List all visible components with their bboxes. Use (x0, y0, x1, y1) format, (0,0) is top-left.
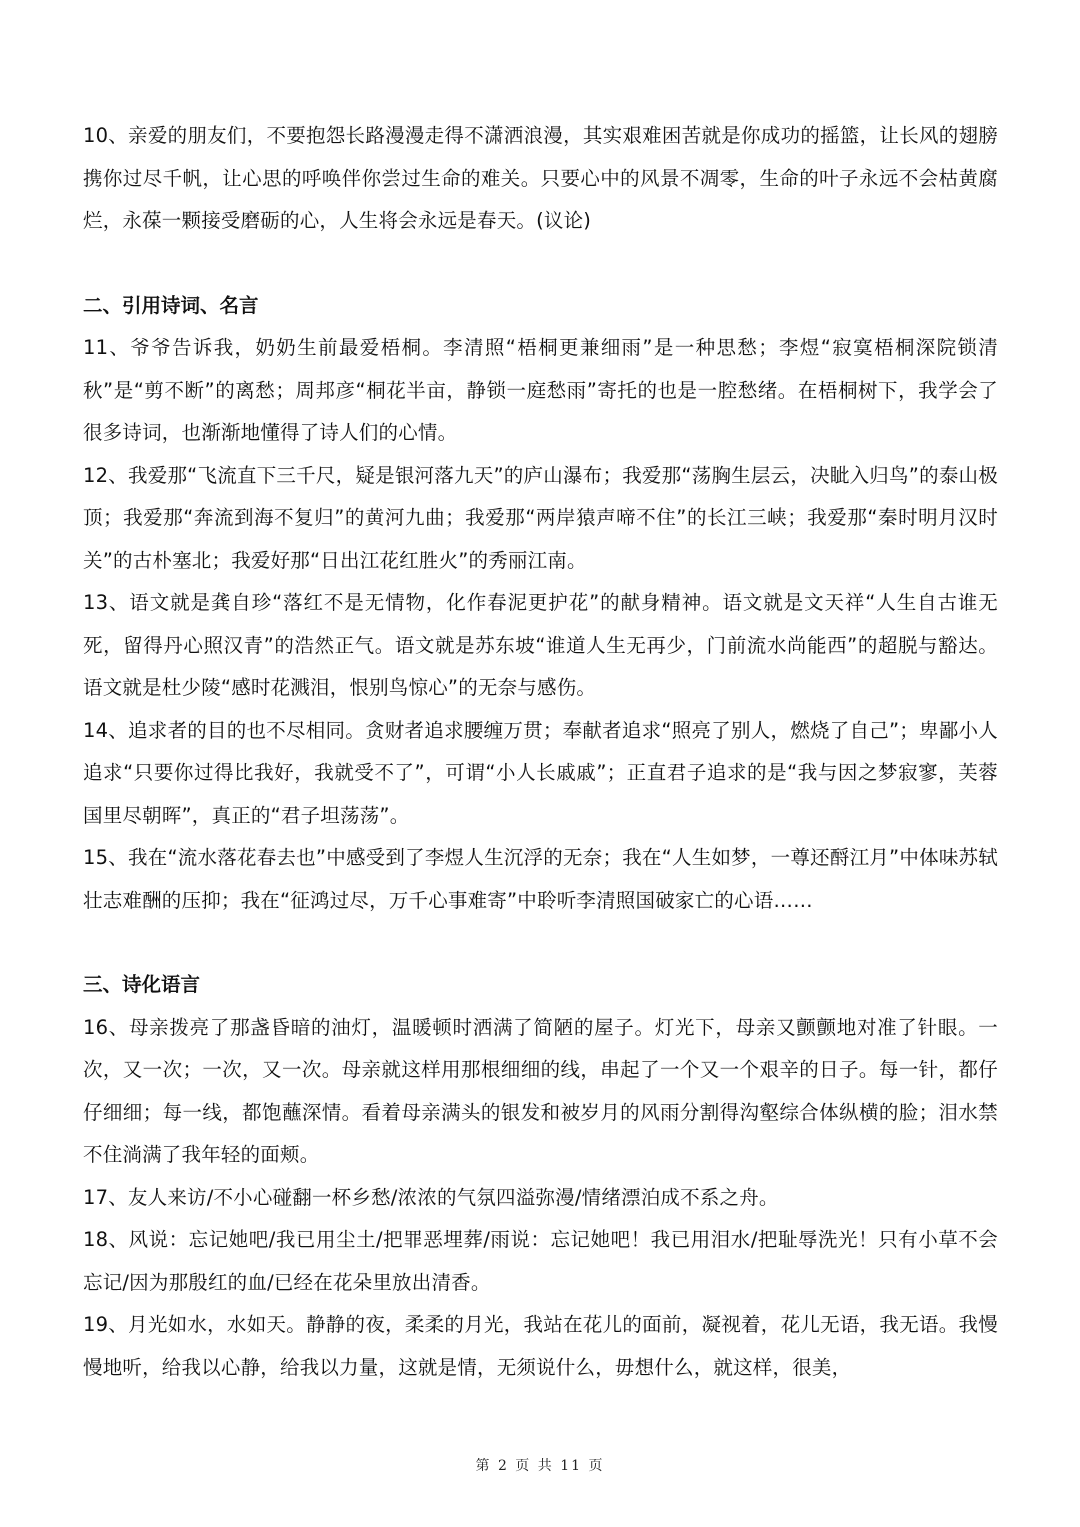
section-spacer (83, 243, 998, 285)
paragraph-13: 13、语文就是龚自珍“落红不是无情物，化作春泥更护花”的献身精神。语文就是文天祥“人生自古谁无死，留得丹心照汉青”的浩然正气。语文就是苏东坡“谁道人生无再少，门前流水尚能西”的超脱与豁达。语文就是杜少陵“感时花溅泪，恨别鸟惊心”的无奈与感伤。 (83, 591, 998, 699)
section-spacer (83, 922, 998, 964)
paragraph-10: 10、亲爱的朋友们，不要抱怨长路漫漫走得不潇洒浪漫，其实艰难困苦就是你成功的摇篮，让长风的翅膀携你过尽千帆，让心思的呼唤伴你尝过生命的难关。只要心中的风景不凋零，生命的叶子永远不会枯黄腐烂，永葆一颗接受磨砺的心，人生将会永远是春天。(议论) (83, 124, 998, 232)
paragraph-19: 19、月光如水，水如天。静静的夜，柔柔的月光，我站在花儿的面前，凝视着，花儿无语，我无语。我慢慢地听，给我以心静，给我以力量，这就是情，无须说什么，毋想什么，就这样，很美， (83, 1313, 998, 1379)
paragraph-12: 12、我爱那“飞流直下三千尺，疑是银河落九天”的庐山瀑布；我爱那“荡胸生层云，决眦入归鸟”的泰山极顶；我爱那“奔流到海不复归”的黄河九曲；我爱那“两岸猿声啼不住”的长江三峡；我爱那“秦时明月汉时关”的古朴塞北；我爱好那“日出江花红胜火”的秀丽江南。 (83, 463, 998, 572)
paragraph-18: 18、风说：忘记她吧/我已用尘土/把罪恶埋葬/雨说：忘记她吧！我已用泪水/把耻辱洗光！只有小草不会忘记/因为那殷红的血/已经在花朵里放出清香。 (83, 1228, 998, 1294)
section-heading-poetic: 三、诗化语言 (83, 973, 201, 996)
paragraph-11: 11、爷爷告诉我，奶奶生前最爱梧桐。李清照“梧桐更兼细雨”是一种思愁；李煜“寂寞梧桐深院锁清秋”是“剪不断”的离愁；周邦彦“桐花半亩，静锁一庭愁雨”寄托的也是一腔愁绪。在梧桐树下，我学会了很多诗词，也渐渐地懂得了诗人们的心情。 (83, 336, 998, 444)
section-heading-quotes: 二、引用诗词、名言 (83, 293, 259, 317)
paragraph-16: 16、母亲拨亮了那盏昏暗的油灯，温暖顿时洒满了简陋的屋子。灯光下，母亲又颤颤地对准了针眼。一次，又一次；一次，又一次。母亲就这样用那根细细的线，串起了一个又一个艰辛的日子。每一针，都仔仔细细；每一线，都饱蘸深情。看着母亲满头的银发和被岁月的风雨分割得沟壑综合体纵横的脸；泪水禁不住淌满了我年轻的面颊。 (83, 1015, 998, 1166)
document-content (83, 115, 998, 1389)
paragraph-14: 14、追求者的目的也不尽相同。贪财者追求腰缠万贯；奉献者追求“照亮了别人，燃烧了自己”；卑鄙小人追求“只要你过得比我好，我就受不了”，可谓“小人长戚戚”；正直君子追求的是“我与因之梦寂寥，芙蓉国里尽朝晖”，真正的“君子坦荡荡”。 (83, 718, 998, 827)
page-number-footer: 第 2 页 共 11 页 (475, 1458, 605, 1474)
paragraph-17: 17、友人来访/不小心碰翻一杯乡愁/浓浓的气氛四溢弥漫/情绪漂泊成不系之舟。 (83, 1185, 779, 1209)
paragraph-15: 15、我在“流水落花春去也”中感受到了李煜人生沉浮的无奈；我在“人生如梦，一尊还酹江月”中体味苏轼壮志难酬的压抑；我在“征鸿过尽，万千心事难寄”中聆听李清照国破家亡的心语…… (83, 846, 998, 912)
